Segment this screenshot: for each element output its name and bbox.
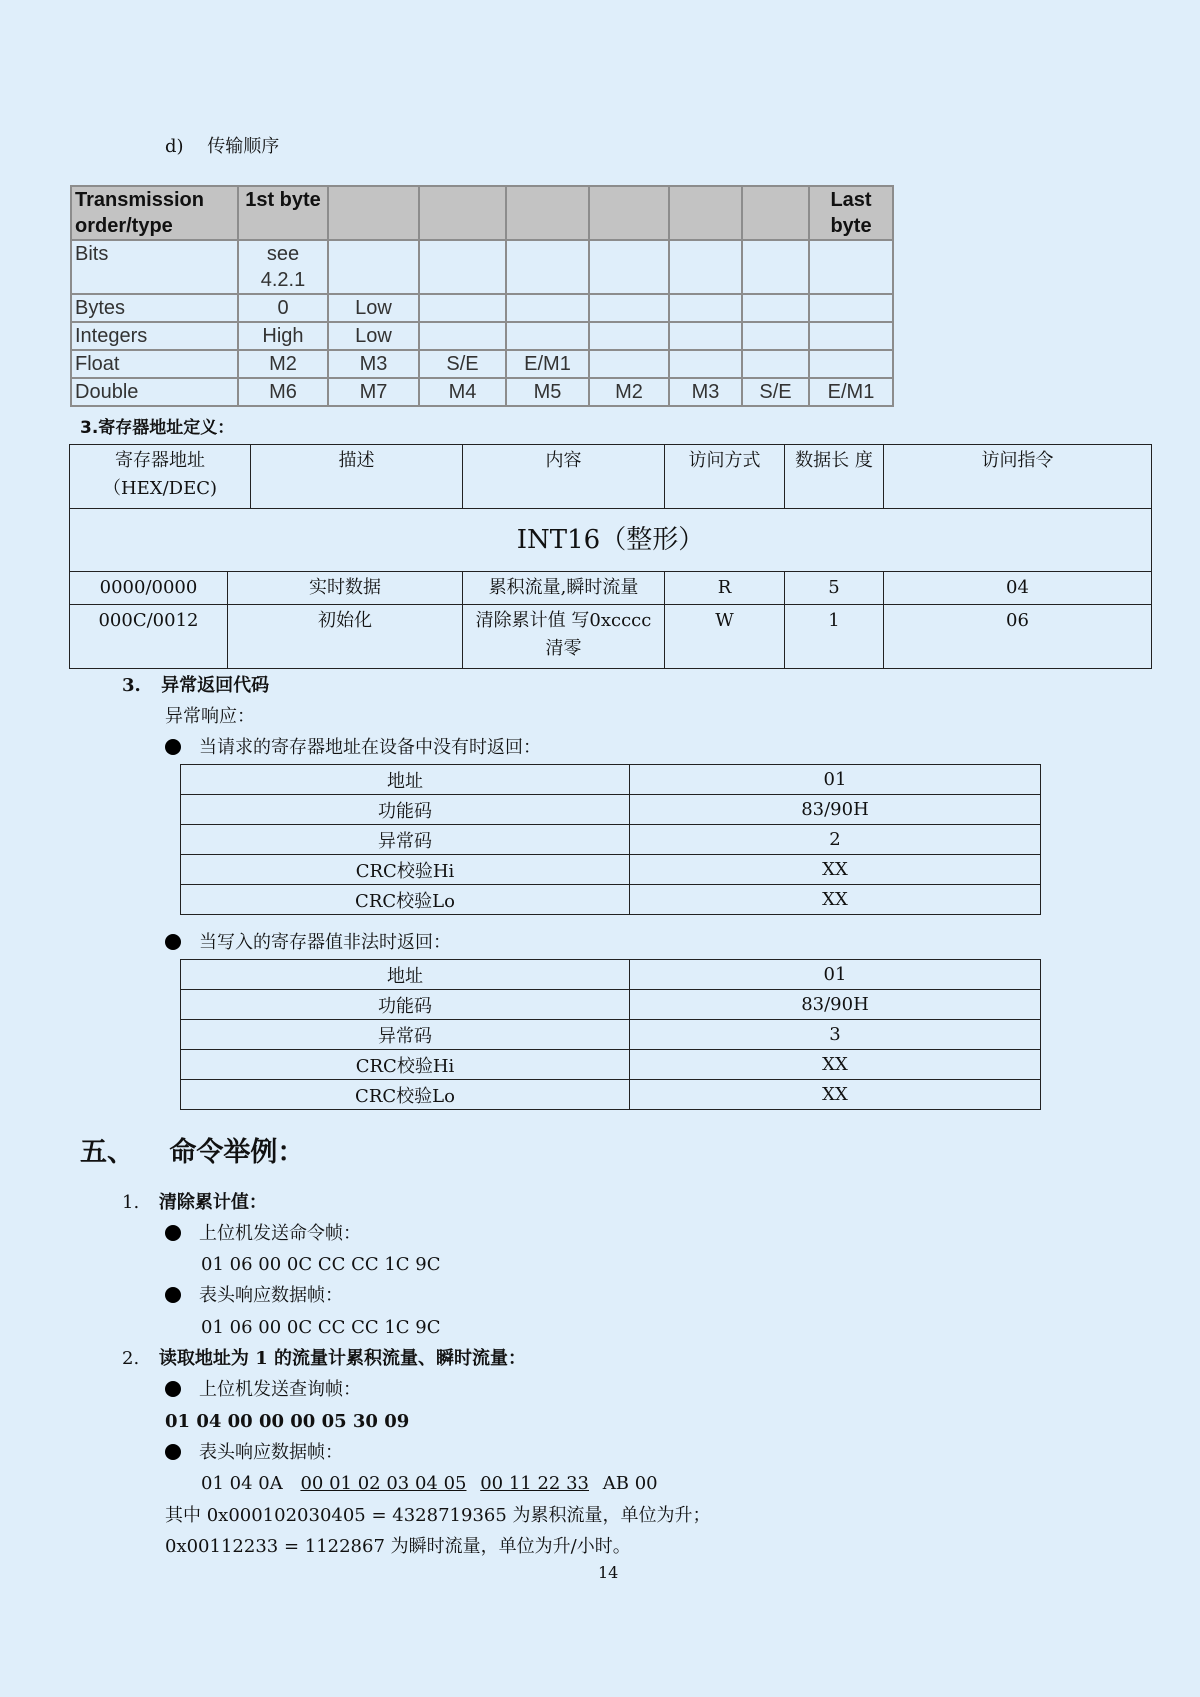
order-cell [328, 240, 419, 294]
exception-row [181, 1050, 1041, 1080]
register-heading: 3.寄存器地址定义： [80, 418, 235, 438]
order-header-cell [506, 186, 589, 240]
exception-value: 3 [630, 1020, 1041, 1050]
example2-note2: 0x00112233 = 1122867 为瞬时流量，单位为升/小时。 [165, 1536, 631, 1557]
exception-value: 83/90H [630, 795, 1041, 825]
example2-resp [165, 1441, 343, 1465]
order-cell [809, 240, 893, 294]
order-header-row [71, 186, 893, 240]
register-header-content: 内容 [463, 445, 665, 509]
exception-field: 地址 [181, 765, 630, 795]
example2-heading [122, 1347, 526, 1371]
example1-title: 清除累计值： [158, 1192, 267, 1213]
order-cell: Low [328, 294, 419, 322]
order-cell: Double [71, 378, 238, 406]
order-cell [742, 322, 809, 350]
example1-heading [122, 1191, 267, 1215]
exception-subtitle: 异常响应： [165, 706, 255, 727]
order-cell [419, 240, 506, 294]
register-header-access-mode: 访问方式 [665, 445, 785, 509]
order-cell [809, 294, 893, 322]
order-cell: M6 [238, 378, 328, 406]
exception-row [181, 765, 1041, 795]
order-cell: Float [71, 350, 238, 378]
order-cell: 0 [238, 294, 328, 322]
order-row [71, 350, 893, 378]
section5-title: 命令举例： [169, 1137, 305, 1168]
exception-row [181, 885, 1041, 915]
example1-send-label: 上位机发送命令帧： [199, 1223, 361, 1244]
example2-send [165, 1378, 361, 1402]
order-cell [506, 240, 589, 294]
order-header-cell [742, 186, 809, 240]
exception-row [181, 990, 1041, 1020]
order-cell: E/M1 [506, 350, 589, 378]
example1-number: 1. [122, 1192, 140, 1213]
order-header-cell [419, 186, 506, 240]
order-cell: S/E [419, 350, 506, 378]
exception-value: 2 [630, 825, 1041, 855]
order-cell [589, 322, 669, 350]
register-cell: R [665, 572, 785, 605]
section-d-title: 传输顺序 [207, 136, 280, 157]
exception-field: CRC校验Hi [181, 1050, 630, 1080]
exception-value: XX [630, 855, 1041, 885]
order-cell [419, 322, 506, 350]
register-group-row [70, 509, 1152, 572]
order-cell [589, 240, 669, 294]
order-cell: see 4.2.1 [238, 240, 328, 294]
order-header-cell [589, 186, 669, 240]
register-header-address: 寄存器地址 （HEX/DEC) [70, 445, 251, 509]
exception-table-2 [180, 959, 1041, 1110]
register-header-row [70, 445, 1152, 509]
order-row [71, 322, 893, 350]
bullet-icon [165, 739, 181, 755]
example1-send-frame: 01 06 00 0C CC CC 1C 9C [201, 1254, 441, 1275]
order-header-cell: Transmission order/type [71, 186, 238, 240]
exception-row [181, 960, 1041, 990]
order-cell [589, 294, 669, 322]
register-header-access-command: 访问指令 [884, 445, 1152, 509]
register-group-title: INT16（整形） [70, 509, 1152, 572]
resp-accumulated: 00 01 02 03 04 05 [300, 1473, 467, 1494]
exception-field: CRC校验Hi [181, 855, 630, 885]
register-cell: 清除累计值 写0xcccc清零 [463, 605, 665, 669]
order-cell [742, 294, 809, 322]
order-header-cell: 1st byte [238, 186, 328, 240]
exception-row [181, 795, 1041, 825]
example2-note1: 其中 0x000102030405 = 4328719365 为累积流量，单位为升； [165, 1505, 711, 1526]
exception-case2-label: 当写入的寄存器值非法时返回： [199, 932, 451, 953]
exception-field: 功能码 [181, 990, 630, 1020]
exception-row [181, 825, 1041, 855]
order-cell [809, 322, 893, 350]
exception-table-1 [180, 764, 1041, 915]
order-cell [589, 350, 669, 378]
exception-value: 01 [630, 765, 1041, 795]
register-row [70, 605, 1152, 669]
exception-value: XX [630, 1080, 1041, 1110]
order-cell [506, 294, 589, 322]
section5-heading [80, 1136, 304, 1170]
order-cell: Bits [71, 240, 238, 294]
bullet-icon [165, 934, 181, 950]
bullet-icon [165, 1287, 181, 1303]
order-cell: M5 [506, 378, 589, 406]
order-row [71, 240, 893, 294]
register-header-data-length: 数据长 度 [785, 445, 884, 509]
order-cell: High [238, 322, 328, 350]
register-cell: 累积流量,瞬时流量 [463, 572, 665, 605]
register-cell: 06 [884, 605, 1152, 669]
order-cell: E/M1 [809, 378, 893, 406]
order-cell: M3 [328, 350, 419, 378]
transmission-order-table [70, 185, 894, 407]
example1-resp [165, 1284, 343, 1308]
bullet-icon [165, 1381, 181, 1397]
bullet-icon [165, 1444, 181, 1460]
exception-row [181, 1020, 1041, 1050]
example2-number: 2. [122, 1348, 140, 1369]
resp-suffix: AB 00 [602, 1473, 658, 1494]
example2-resp-frame [201, 1472, 658, 1496]
exception-row [181, 855, 1041, 885]
example1-resp-frame: 01 06 00 0C CC CC 1C 9C [201, 1317, 441, 1338]
exception-title: 异常返回代码 [161, 675, 270, 696]
register-cell: 000C/0012 [70, 605, 228, 669]
register-cell: 04 [884, 572, 1152, 605]
order-cell: S/E [742, 378, 809, 406]
example1-resp-label: 表头响应数据帧： [199, 1285, 343, 1306]
exception-field: CRC校验Lo [181, 1080, 630, 1110]
order-header-cell [328, 186, 419, 240]
order-cell: M2 [589, 378, 669, 406]
order-cell [669, 240, 742, 294]
order-cell: M7 [328, 378, 419, 406]
order-cell [669, 350, 742, 378]
exception-value: 01 [630, 960, 1041, 990]
register-cell: 0000/0000 [70, 572, 228, 605]
order-cell: Integers [71, 322, 238, 350]
register-cell: W [665, 605, 785, 669]
example2-send-label: 上位机发送查询帧： [199, 1379, 361, 1400]
example1-send [165, 1222, 361, 1246]
exception-field: 功能码 [181, 795, 630, 825]
register-row [70, 572, 1152, 605]
order-cell: Bytes [71, 294, 238, 322]
order-header-cell: Last byte [809, 186, 893, 240]
example2-send-frame: 01 04 00 00 00 05 30 09 [165, 1411, 410, 1432]
section-d-marker: d) [165, 136, 184, 157]
exception-value: XX [630, 885, 1041, 915]
bullet-icon [165, 1225, 181, 1241]
section5-number: 五、 [80, 1137, 134, 1168]
resp-instant: 00 11 22 33 [480, 1473, 590, 1494]
order-cell: Low [328, 322, 419, 350]
example2-resp-label: 表头响应数据帧： [199, 1442, 343, 1463]
order-cell [742, 240, 809, 294]
example2-title: 读取地址为 1 的流量计累积流量、瞬时流量： [158, 1348, 526, 1369]
order-row [71, 378, 893, 406]
exception-case1 [165, 736, 541, 760]
exception-value: XX [630, 1050, 1041, 1080]
order-cell [669, 322, 742, 350]
exception-field: CRC校验Lo [181, 885, 630, 915]
register-cell: 1 [785, 605, 884, 669]
register-cell: 实时数据 [228, 572, 463, 605]
exception-case2 [165, 931, 451, 955]
order-header-cell [669, 186, 742, 240]
order-cell: M3 [669, 378, 742, 406]
resp-prefix: 01 04 0A [201, 1473, 283, 1494]
register-cell: 5 [785, 572, 884, 605]
page-number: 14 [598, 1563, 619, 1582]
section-d-heading [165, 135, 279, 159]
order-cell [742, 350, 809, 378]
exception-case1-label: 当请求的寄存器地址在设备中没有时返回： [199, 737, 541, 758]
register-header-description: 描述 [251, 445, 463, 509]
exception-field: 地址 [181, 960, 630, 990]
register-table [69, 444, 1152, 669]
order-cell [419, 294, 506, 322]
order-cell: M2 [238, 350, 328, 378]
order-cell [809, 350, 893, 378]
exception-number: 3. [122, 675, 141, 696]
exception-field: 异常码 [181, 1020, 630, 1050]
register-cell: 初始化 [228, 605, 463, 669]
order-cell [506, 322, 589, 350]
exception-heading [122, 674, 269, 698]
exception-field: 异常码 [181, 825, 630, 855]
order-row [71, 294, 893, 322]
order-cell [669, 294, 742, 322]
exception-row [181, 1080, 1041, 1110]
order-cell: M4 [419, 378, 506, 406]
exception-value: 83/90H [630, 990, 1041, 1020]
